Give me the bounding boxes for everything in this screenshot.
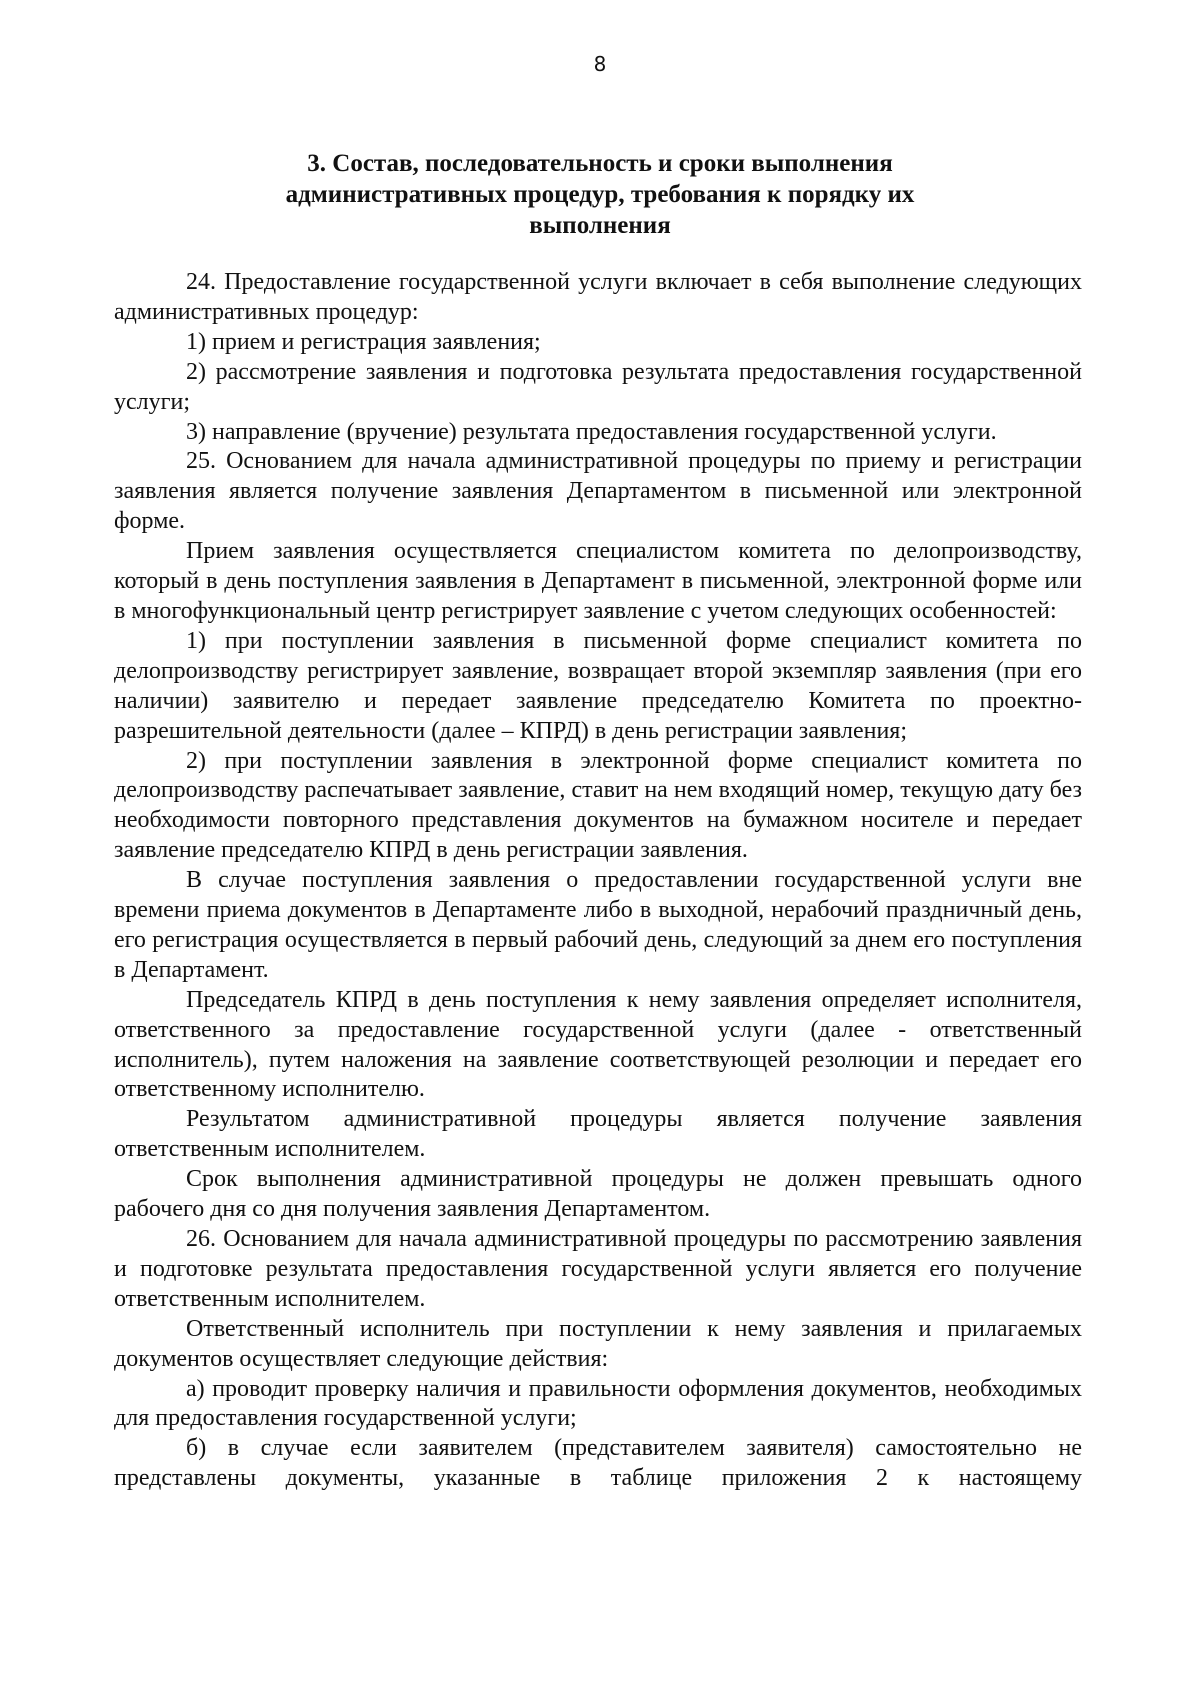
list-item-3: 3) направление (вручение) результата предоставления государственной услуги. [186,418,997,445]
paragraph-actions: Ответственный исполнитель при поступлении к нему заявления и прилагаемых документов осуществляет следующие действия: [114,1315,1082,1372]
paragraph-reception: Прием заявления осуществляется специалистом комитета по делопроизводству, который в день поступления заявления в Департамент в письменной, электронной форме или в многофункциональный центр регистрирует заявление с учетом следующих особенностей: [114,538,1082,624]
list-item-2: 2) рассмотрение заявления и подготовка результата предоставления государственной услуги; [114,358,1082,415]
list-item-written: 1) при поступлении заявления в письменной форме специалист комитета по делопроизводству регистрирует заявление, возвращает второй экземпляр заявления (при его наличии) заявителю и передает заявление председателю Комитета по проектно-разрешительной деятельности (далее – КПРД) в день регистрации заявления; [114,627,1082,744]
page-number: 8 [593,52,607,76]
paragraph-25: 25. Основанием для начала административной процедуры по приему и регистрации заявления является получение заявления Департаментом в письменной или электронной форме. [114,448,1082,535]
paragraph-result: Результатом административной процедуры является получение заявления ответственным исполнителем. [114,1106,1082,1163]
list-item-b: б) в случае если заявителем (представителем заявителя) самостоятельно не представлены документы, указанные в таблице приложения 2 к настоящему [114,1435,1082,1492]
paragraph-off-hours: В случае поступления заявления о предоставлении государственной услуги вне времени приема документов в Департаменте либо в выходной, нерабочий праздничный день, его регистрация осуществляется в первый рабочий день, следующий за днем его поступления в Департамент. [114,867,1082,983]
section-heading-line: административных процедур, требования к порядку их [285,181,915,208]
section-heading [0,148,1200,241]
paragraph-chairman: Председатель КПРД в день поступления к нему заявления определяет исполнителя, ответственного за предоставление государственной услуги (далее - ответственный исполнитель), путем наложения на заявление соответствующей резолюции и передает его ответственному исполнителю. [114,986,1082,1103]
paragraph-deadline: Срок выполнения административной процедуры не должен превышать одного рабочего дня со дня получения заявления Департаментом. [114,1166,1082,1223]
section-heading-line: 3. Состав, последовательность и сроки выполнения [307,150,893,177]
list-item-1: 1) прием и регистрация заявления; [186,328,541,355]
paragraph-26: 26. Основанием для начала административной процедуры по рассмотрению заявления и подготовке результата предоставления государственной услуги является его получение ответственным исполнителем. [114,1226,1082,1312]
document-body [114,268,1082,1494]
paragraph-24: 24. Предоставление государственной услуги включает в себя выполнение следующих административных процедур: [114,269,1082,325]
list-item-electronic: 2) при поступлении заявления в электронной форме специалист комитета по делопроизводству распечатывает заявление, ставит на нем входящий номер, текущую дату без необходимости повторного представления документов на бумажном носителе и передает заявление председателю КПРД в день регистрации заявления. [114,747,1082,864]
list-item-a: а) проводит проверку наличия и правильности оформления документов, необходимых для предоставления государственной услуги; [114,1375,1082,1432]
section-heading-line: выполнения [529,212,671,239]
